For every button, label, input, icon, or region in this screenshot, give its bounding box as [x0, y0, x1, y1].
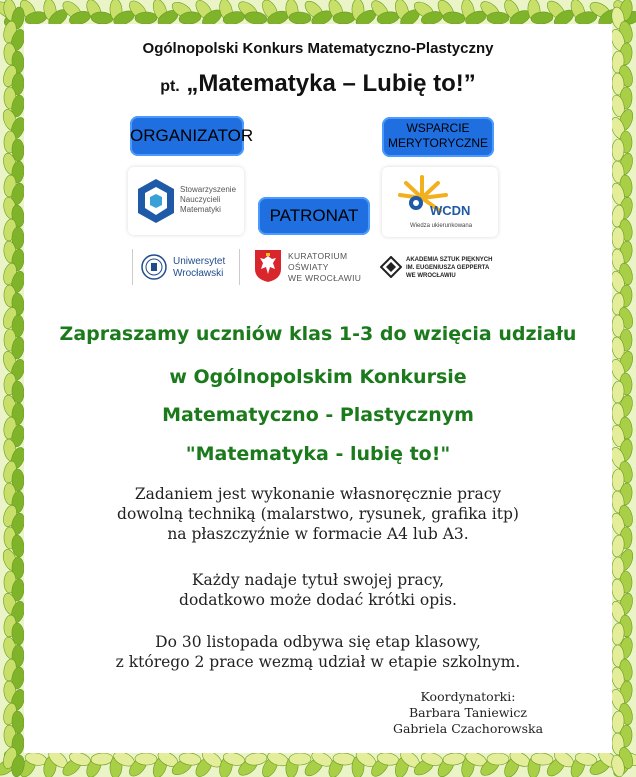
uwr-text-2: Wrocławski [173, 268, 224, 279]
body-paragraph-3 [0, 632, 636, 672]
snm-logo [128, 167, 244, 235]
invite-line-1: Zapraszamy uczniów klas 1-3 do wzięcia udziału [59, 323, 577, 345]
asp-text-2: IM. EUGENIUSZA GEPPERTA [406, 265, 490, 271]
body-p2-line-1: Każdy nadaje tytuł swojej pracy, [191, 571, 445, 589]
body-p3-line-1: Do 30 listopada odbywa się etap klasowy, [155, 633, 481, 651]
body-p1-line-3: na płaszczyźnie w formacie A4 lub A3. [167, 525, 469, 543]
asp-text-3: WE WROCŁAWIU [406, 273, 456, 279]
asp-logo [380, 252, 510, 284]
asp-text-1: AKADEMIA SZTUK PIĘKNYCH [406, 257, 493, 263]
organizer-label: ORGANIZATOR [130, 126, 254, 145]
body-p1-line-2: dowolną techniką (malarstwo, rysunek, grafika itp) [117, 505, 519, 523]
wcdn-logo [382, 167, 498, 237]
wcdn-name: WCDN [430, 203, 471, 218]
title-prefix: pt. [160, 78, 180, 95]
invite-line-2: w Ogólnopolskim Konkursie [169, 366, 467, 388]
wcdn-tagline: Wiedza ukierunkowana [410, 223, 473, 229]
support-label-2: MERYTORYCZNE [387, 136, 489, 150]
eagle-emblem-icon [254, 249, 282, 283]
title-text: „Matematyka – Lubię to!” [186, 70, 476, 97]
contest-title [0, 70, 636, 98]
coordinator-name-1: Barbara Taniewicz [408, 705, 528, 720]
organizer-badge [130, 116, 254, 156]
patronage-badge [258, 197, 370, 235]
body-p2-line-2: dodatkowo może dodać krótki opis. [179, 591, 457, 609]
kuratorium-text-3: WE WROCŁAWIU [288, 273, 362, 283]
leaf-shape [487, 753, 509, 765]
leaf-shape [487, 12, 509, 24]
kuratorium-text-2: OŚWIATY [288, 262, 329, 272]
coordinator-name-2: Gabriela Czachorowska [392, 721, 544, 736]
invite-line-4: "Matematyka - lubię to!" [185, 443, 451, 465]
body-paragraph-2 [0, 570, 636, 610]
snm-text-2: Nauczycieli [180, 195, 221, 204]
snm-text-1: Stowarzyszenie [180, 185, 237, 194]
snm-cube-icon [136, 177, 176, 225]
support-label-1: WSPARCIE [406, 121, 470, 135]
body-p3-line-2: z którego 2 prace wezmą udział w etapie szkolnym. [115, 653, 521, 671]
asp-mark-icon [380, 256, 402, 278]
patronage-label: PATRONAT [269, 206, 359, 225]
uwr-text-1: Uniwersytet [173, 256, 226, 267]
support-badge [382, 117, 494, 157]
kuratorium-logo [252, 247, 372, 287]
uwr-seal-icon [141, 254, 167, 280]
body-p1-line-1: Zadaniem jest wykonanie własnoręcznie pracy [134, 485, 502, 503]
contest-line: Ogólnopolski Konkurs Matematyczno-Plastyczny [142, 40, 494, 57]
coordinators [368, 689, 568, 737]
invite-line-3: Matematyczno - Plastycznym [162, 404, 474, 426]
coordinators-label: Koordynatorki: [420, 689, 516, 704]
kuratorium-text-1: KURATORIUM [288, 251, 348, 261]
body-paragraph-1 [0, 484, 636, 544]
snm-text-3: Matematyki [180, 205, 221, 214]
uwr-logo [132, 249, 240, 285]
